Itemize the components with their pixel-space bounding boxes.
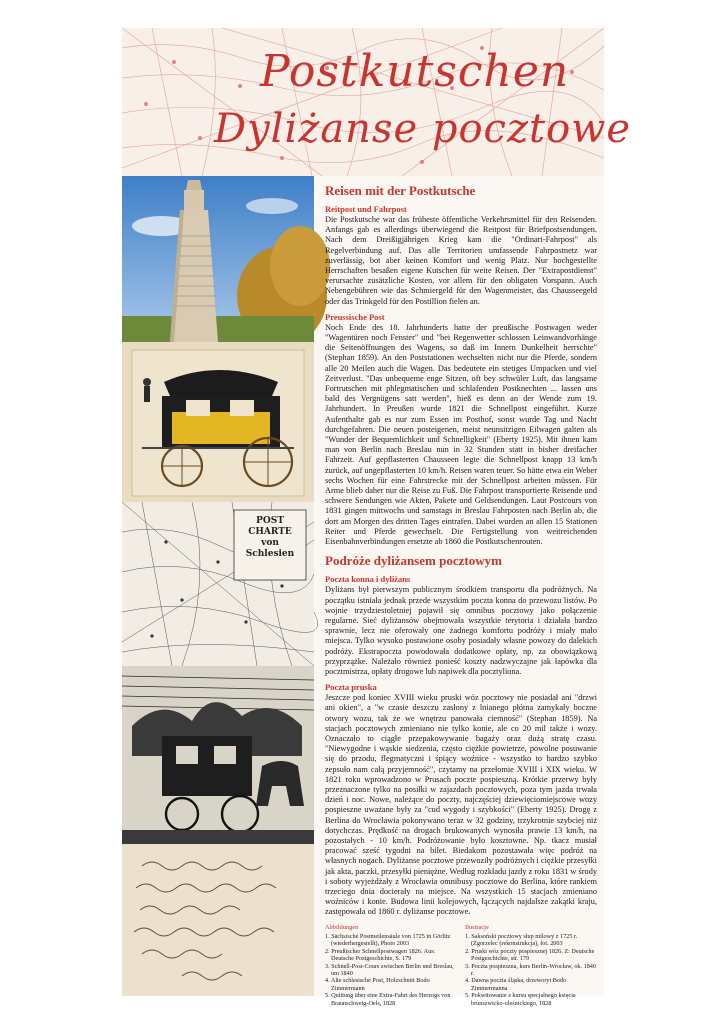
title-polish: Dyliżanse pocztowe xyxy=(214,106,632,152)
title-german: Postkutschen xyxy=(260,46,570,97)
map-cartouche-title: POST CHARTE von Schlesien xyxy=(245,516,295,559)
coach-woodcut xyxy=(122,666,314,844)
subheading-poczta-pruska: Poczta pruska xyxy=(325,682,377,693)
heading-german: Reisen mit der Postkutsche xyxy=(325,183,476,198)
subheading-poczta-konna: Poczta konna i dyliżans xyxy=(325,574,411,585)
reference-item: 4. Alte schlesische Post, Holzschnitt Bodo Zimmermann xyxy=(325,977,430,992)
paragraph-reitpost: Die Postkutsche war das früheste öffentliche Verkehrsmittel für den Reisenden. Anfangs gab es allerdings überwiegend die Reitpost für Briefpostsendungen. Nach dem Dreißigjährigen Krieg kam die "Ordinari-Fahrpost" als Regelverbindung auf. Das alle Territorien umfassende Fahrpostnetz war zuverlässig, bot aber keinen Komfort und wenig Platz. Nur hochgestellte Herrschaften besaßen eigene Kutschen für weite Reisen. Der "Extrapostdienst" verursachte zusätzliche Kosten, vor allem für den obligaten Vorspann. Auch Nebengebühren wie das Schmiergeld für den Wagenmeister, das Chausseegeld oder das Trinkgeld für den Postillion fielen an. xyxy=(325,215,597,306)
paragraph-poczta-pruska: Jeszcze pod koniec XVIII wieku pruski wóz pocztowy nie posiadał ani "drzwi ani okien", a "w czasie deszczu zasłony z lnianego płótna zamykały boczne otwory wozu, tak że we wnętrzu panowała ciemność" (Stephan 1859). Na stacjach pocztowych zmieniano nie tylko konie, ale co 20 mil także i wozy. Oznaczało to ciągłe przepakowywanie bagaży oraz dużą stratę czasu. "Niewygodne i wąskie siedzenia, często ciężkie powietrze, powolne posuwanie się do przodu, flegmatyczni i śpiący woźnice - wszystko to bardzo szybko zepsuło nam całą przyjemność", czytamy na przełomie XVIII i XIX wieku. W 1821 roku wprowadzono w Prusach poczte pospieszną. Krótkie przerwy były przeznaczone tylko na posiłki w zajazdach pocztowych, poza tym jazda trwała dzień i noc. Nowe, należące do poczty, najczęściej dziewięciomiejscowe wozy pospieszne uważane były za "cud wygody i szybkości" (Eberty 1925). Drogę z Berlina do Wrocławia pokonywano teraz w 32 godziny, trzykrotnie szybciej niż dotychczas. Prędkość na drogach brukowanych wynosiła prawie 13 km/h, na pozostałych - 10 km/h. Podróżowanie było kosztowne. Np. tkacz musiał pracować sześć tygodni na bilet. Biedakom pozostawała więc podróż na własnych nogach. Dyliżanse pocztowe przewoziły podróżnych i ciężkie przesyłki jak akta, paczki, przesyłki pieniężne. Według rozkładu jazdy z roku 1831 w środy i soboty wyjeżdżały z Wrocławia omnibusy pocztowe do Berlina, które rankiem trzeciego dnia docierały na miejsce. Na wszystkich 15 stacjach zmieniano woźniców i konie. Budowa linii kolejowych, łączących najdalsze zakątki kraju, zastępowała od 1860 r. dyliżanse pocztowe. xyxy=(325,693,597,917)
text-column xyxy=(325,180,597,1007)
references-german-title: Abbildungen xyxy=(325,923,359,931)
header-map-banner xyxy=(122,28,632,176)
subheading-reitpost: Reitpost und Fahrpost xyxy=(325,204,407,214)
postal-map-silesia xyxy=(122,502,314,666)
references-polish-title: Ilustracje xyxy=(465,923,489,931)
image-column xyxy=(122,176,314,996)
reference-item: 2. Pruski wóz poczty pospiesznej 1826. Z: Deutsche Postgeschichte, str. 179 xyxy=(465,947,595,963)
reference-item: 4. Dawna poczta śląska, drzeworyt Bodo Zimmermanna xyxy=(465,977,567,992)
handwritten-ticket xyxy=(122,844,314,996)
references-german xyxy=(325,924,457,1007)
reference-item: 5. Pokwitowanie z kursu specjalnego księcia brunszwicko-oleśnickiego, 1828 xyxy=(465,992,576,1007)
reference-item: 3. Schnell-Post-Cours zwischen Berlin und Breslau, um 1840 xyxy=(325,962,454,978)
reference-item: 1. Saksoński pocztowy słup milowy z 1725 r. (Zgorzelec (rekonstrukcja), fot. 2003 xyxy=(465,933,578,948)
reference-item: 1. Sächsische Postmeilensäule von 1725 in Görlitz (wiederhergestellt), Photo 2003 xyxy=(325,933,451,948)
illustration-references xyxy=(325,924,597,1007)
heading-polish: Podróże dyliżansem pocztowym xyxy=(325,553,502,569)
reference-item: 2. Preußischer Schnellpostwagen 1826. Aus: Deutsche Postgeschichte, S. 179 xyxy=(325,947,436,963)
references-polish xyxy=(465,924,597,1007)
reference-item: 3. Poczta pospieszna, kurs Berlin-Wrocław, ok. 1840 r. xyxy=(465,962,596,978)
paragraph-preussische-post: Noch Ende des 18. Jahrhunderts hatte der preußische Postwagen weder "Wagentüren noch Fenster" und "bei Regenwetter schlossen Leinwandvorhänge die Seitenöffnungen des Wagens, so daß im Innern Dunkelheit herrschte" (Stephan 1859). An den Poststationen wechselten nicht nur die Pferde, sondern alle 20 Meilen auch die Wagen. Das bedeutete ein stetiges Umpacken und viel Zeitverlust. "Das unbequeme enge Sitzen, oft bey schwüler Luft, das langsame Fortrutschen mit phlegmatischen und schlafenden Postknechten ... lassen uns bald des Vergnügens satt werden", hieß es denn an der Wende zum 19. Jahrhundert. In Preußen wurde 1821 die Schnellpost eingeführt. Kurze Aufenthalte gab es nur zum Essen im Posthof, sonst wurde Tag und Nacht durchgefahren. Die neuen posteigenen, meist neunsitzigen Eilwagen galten als "Wunder der Bequemlichkeit und Schnelligkeit" (Eberty 1925). Mit ihnen kam man von Berlin nach Breslau nun in 32 Stunden statt in bisher dreifacher Fahrzeit. Auf gepflasterten Chausseen legte die Schnellpost knapp 13 km/h zurück, auf ungepflasterten 10 km/h. Reisen waren teuer. So hätte etwa ein Weber sechs Wochen für eine Fahrstrecke mit der Schnellpost arbeiten müssen. Für Arme blieb daher nur die Reise zu Fuß. Die Fahrpost transportierte Reisende und schwere Sendungen wie Akten, Pakete und Geldsendungen. Laut Postcours von 1831 gingen mittwochs und samstags in Breslau Fahrposten nach Berlin ab, die dort am Morgen des dritten Tages eintrafen. Dabei wurden an allen 15 Stationen Reiter und Pferde gewechselt. Die Fertigstellung von weitreichenden Eisenbahnverbindungen ersetzte ab 1860 die Postkutschenrouten. xyxy=(325,322,597,547)
postal-coach-drawing xyxy=(122,342,314,502)
reference-item: 5. Quittung über eine Extra-Fahrt des Herzogs von Braunschweig-Oels, 1828 xyxy=(325,992,451,1007)
poster xyxy=(122,28,632,1007)
paragraph-poczta-konna: Dyliżans był pierwszym publicznym środkiem transportu dla podróżnych. Na początku istniała jednak przede wszystkim poczta konna do przewozu listów. Po wojnie trzydziestoletniej pojawił się omnibus pocztowy jako połączenie regularne. Sieć dyliżansów obejmowała wszystkie terytoria i działała bardzo sprawnie, lecz nie oferowały one żadnego komfortu podróży i miały mało miejsca. Tylko wysoko postawione osoby posiadały własne powozy do dalekich podróży. Ekstrapoczta powodowała dodatkowe opłaty, np. za obowiązkową przyprzążke. Należało również ponieść koszty nadzwyczajne jak łapówka dla pocztmistrza, opłaty drogowe lub napiwek dla pocztyliona. xyxy=(325,585,597,676)
subheading-preussische-post: Preussische Post xyxy=(325,311,385,322)
postal-milestone-photo xyxy=(122,176,314,342)
